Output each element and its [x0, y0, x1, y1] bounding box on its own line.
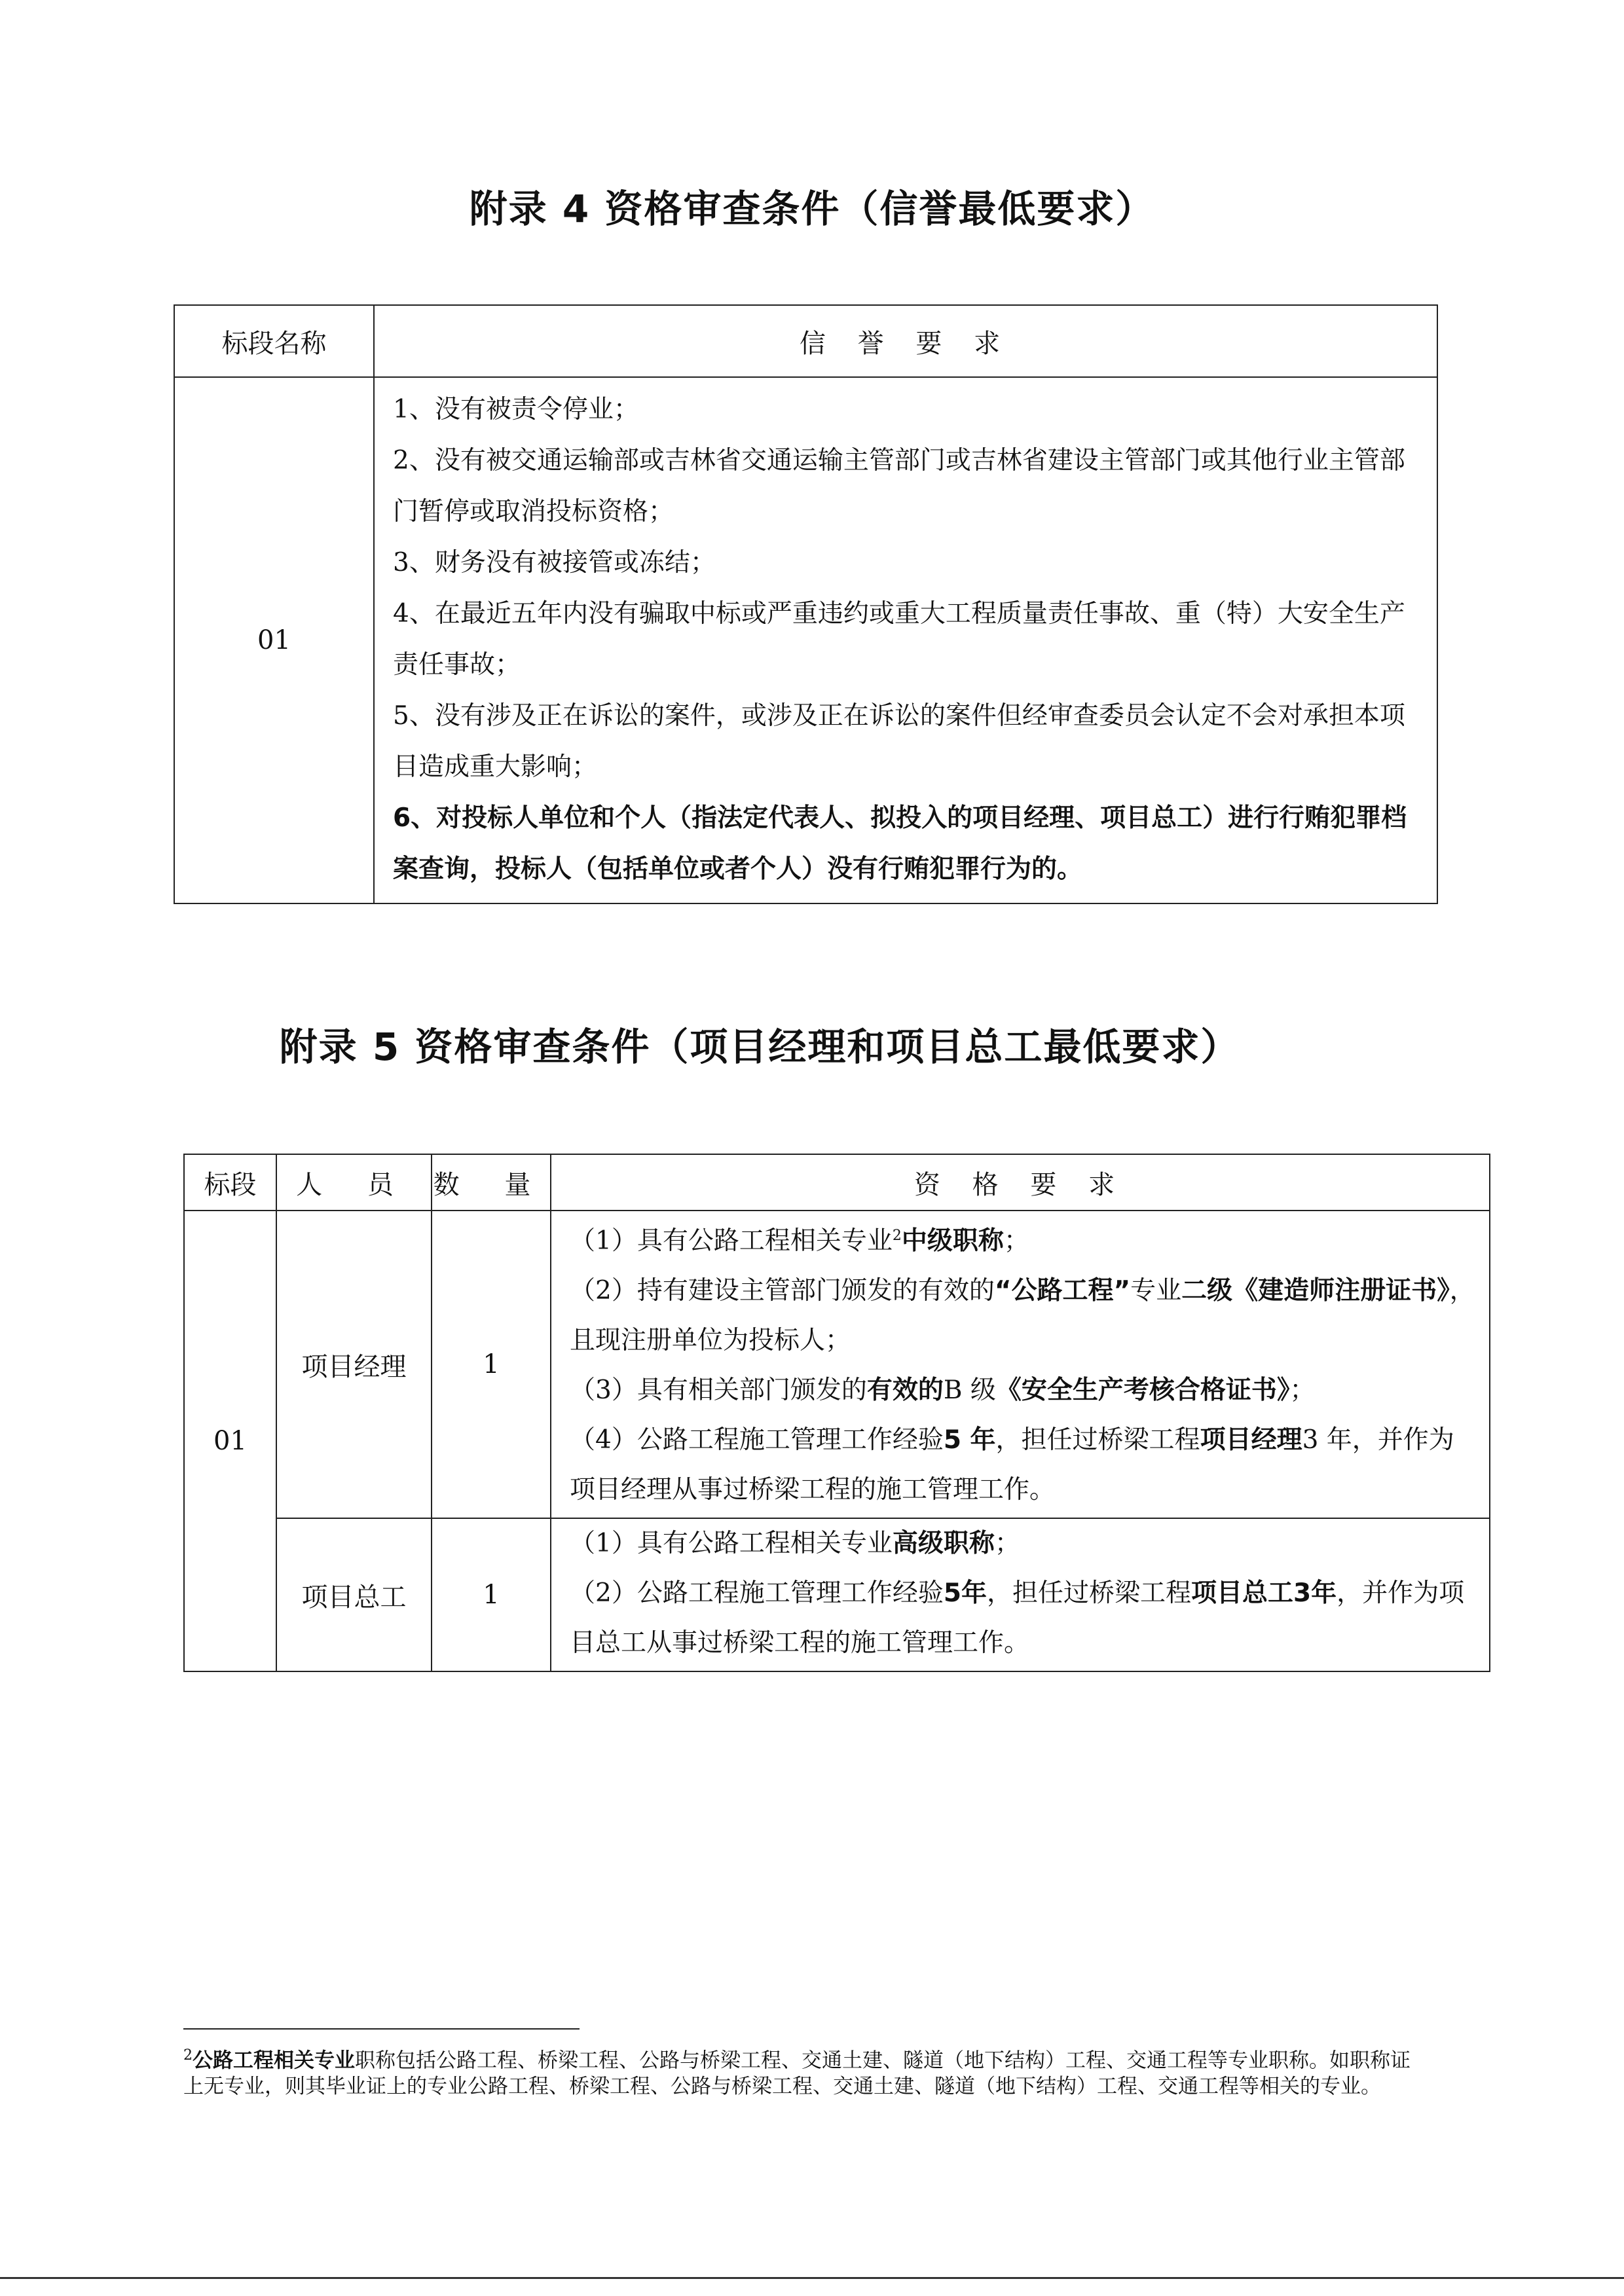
header-count: 数 量 [432, 1154, 551, 1211]
appendix5-title: 附录 5 资格审查条件（项目经理和项目总工最低要求） [279, 1025, 1240, 1069]
appendix4-title: 附录 4 资格审查条件（信誉最低要求） [469, 187, 1155, 231]
requirement-item: 4、在最近五年内没有骗取中标或严重违约或重大工程质量责任事故、重（特）大安全生产责任事故； [393, 599, 1405, 680]
requirement-item: （1）具有公路工程相关专业高级职称； [570, 1529, 1020, 1558]
chief-engineer-requirements [551, 1518, 1490, 1671]
header-personnel: 人 员 [276, 1154, 432, 1211]
credit-requirements-table [174, 304, 1438, 904]
page-bottom-rule [0, 2277, 1624, 2279]
person-chief-engineer: 项目总工 [276, 1518, 432, 1671]
section-cell: 01 [184, 1211, 276, 1671]
count-chief-engineer: 1 [432, 1518, 551, 1671]
requirement-item: 2、没有被交通运输部或吉林省交通运输主管部门或吉林省建设主管部门或其他行业主管部门暂停或取消投标资格； [393, 446, 1405, 526]
requirement-item: 1、没有被责令停业； [393, 395, 639, 424]
footnote-divider [183, 2028, 580, 2030]
requirement-item: （4）公路工程施工管理工作经验5 年，担任过桥梁工程项目经理3 年，并作为项目经理从事过桥梁工程的施工管理工作。 [570, 1425, 1454, 1504]
header-section: 标段 [184, 1154, 276, 1211]
header-section-name: 标段名称 [174, 305, 374, 377]
header-qualification: 资 格 要 求 [551, 1154, 1490, 1211]
credit-requirements-list [374, 377, 1437, 903]
requirement-item: 5、没有涉及正在诉讼的案件，或涉及正在诉讼的案件但经审查委员会认定不会对承担本项目造成重大影响； [393, 701, 1405, 782]
count-project-manager: 1 [432, 1211, 551, 1518]
requirement-item: 6、对投标人单位和个人（指法定代表人、拟投入的项目经理、项目总工）进行行贿犯罪档案查询，投标人（包括单位或者个人）没有行贿犯罪行为的。 [393, 803, 1407, 884]
person-project-manager: 项目经理 [276, 1211, 432, 1518]
requirement-item: （3）具有相关部门颁发的有效的B 级《安全生产考核合格证书》； [570, 1376, 1316, 1405]
section-cell: 01 [174, 377, 374, 903]
requirement-item: （1）具有公路工程相关专业$^2$中级职称； [570, 1226, 1029, 1256]
requirement-item: 3、财务没有被接管或冻结； [393, 548, 716, 577]
manager-requirements [551, 1211, 1490, 1518]
footnote: $^2$公路工程相关专业职称包括公路工程、桥梁工程、公路与桥梁工程、交通土建、隧道（地下结构）工程、交通工程等专业职称。如职称证上无专业，则其毕业证上的专业公路工程、桥梁工程、公路与桥梁工程、交通土建、隧道（地下结构）工程、交通工程等相关的专业。 [183, 2047, 1411, 2099]
requirement-item: （2）持有建设主管部门颁发的有效的“公路工程”专业二级《建造师注册证书》，且现注册单位为投标人； [570, 1276, 1475, 1355]
personnel-requirements-table [183, 1154, 1490, 1672]
requirement-item: （2）公路工程施工管理工作经验5年，担任过桥梁工程项目总工3年，并作为项目总工从事过桥梁工程的施工管理工作。 [570, 1578, 1465, 1658]
header-credit-requirements: 信 誉 要 求 [374, 305, 1437, 377]
